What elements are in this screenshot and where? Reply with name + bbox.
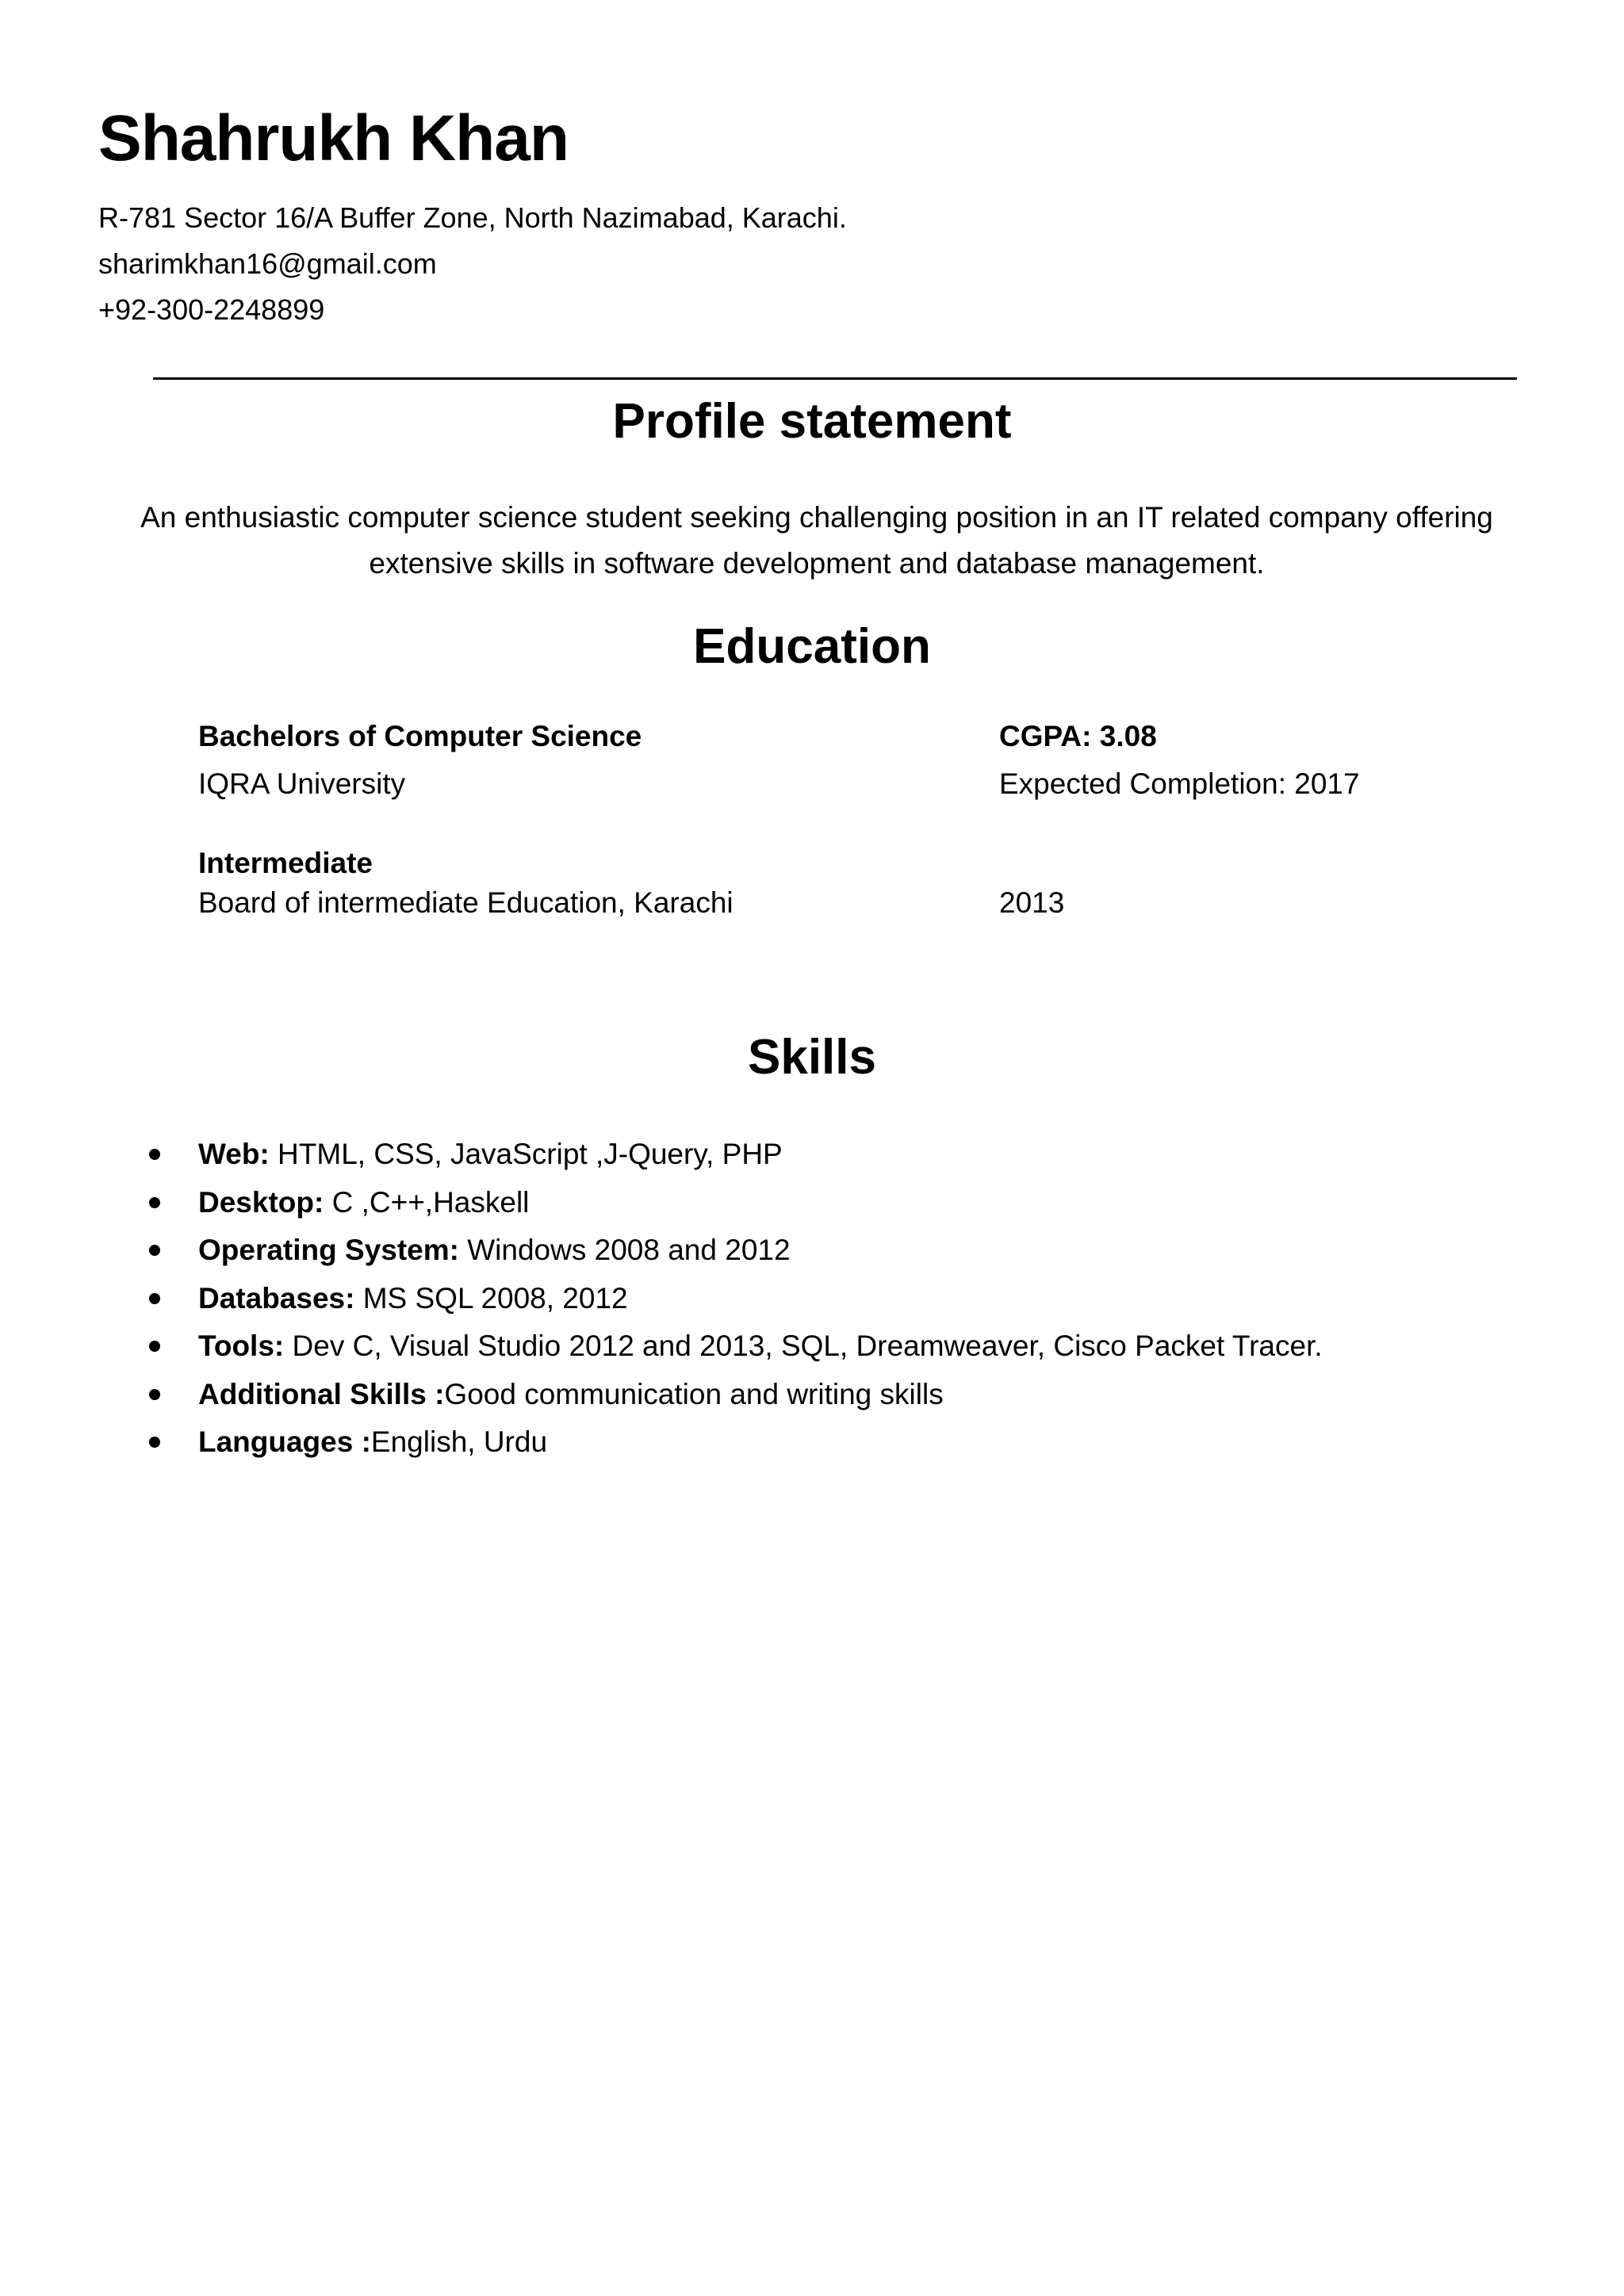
candidate-name: Shahrukh Khan bbox=[98, 102, 569, 174]
skill-label: Desktop: bbox=[198, 1185, 324, 1219]
institution: Board of intermediate Education, Karachi bbox=[198, 886, 733, 919]
education-heading: Education bbox=[693, 619, 931, 674]
bullet-icon bbox=[149, 1341, 160, 1352]
skill-value: Windows 2008 and 2012 bbox=[458, 1234, 791, 1266]
divider-line bbox=[153, 377, 1517, 380]
completion: Expected Completion: 2017 bbox=[999, 767, 1360, 800]
bullet-icon bbox=[149, 1149, 160, 1160]
skill-value: Good communication and writing skills bbox=[444, 1377, 944, 1410]
cgpa: CGPA: 3.08 bbox=[999, 720, 1157, 752]
address: R-781 Sector 16/A Buffer Zone, North Nazimabad, Karachi. bbox=[98, 201, 847, 234]
bullet-icon bbox=[149, 1437, 160, 1448]
skill-value: C ,C++,Haskell bbox=[324, 1185, 530, 1219]
bullet-icon bbox=[149, 1389, 160, 1400]
skill-label: Tools: bbox=[198, 1330, 285, 1362]
skills-list bbox=[143, 1131, 1323, 1467]
skills-heading: Skills bbox=[748, 1030, 876, 1085]
skill-item bbox=[143, 1226, 1323, 1275]
skill-item bbox=[143, 1418, 1323, 1467]
phone: +92-300-2248899 bbox=[98, 293, 325, 326]
skill-item bbox=[143, 1371, 1323, 1419]
skill-value: English, Urdu bbox=[370, 1425, 548, 1458]
skill-label: Databases: bbox=[198, 1281, 355, 1314]
profile-text: An enthusiastic computer science student seeking challenging position in an IT related company offering extensive skills in software development and database management. bbox=[140, 501, 1493, 580]
skill-value: HTML, CSS, JavaScript ,J-Query, PHP bbox=[269, 1138, 783, 1170]
degree: Intermediate bbox=[198, 847, 373, 879]
skill-item bbox=[143, 1131, 1323, 1179]
skill-label: Web: bbox=[198, 1138, 270, 1170]
bullet-icon bbox=[149, 1197, 160, 1208]
skill-item bbox=[143, 1179, 1323, 1227]
bullet-icon bbox=[149, 1245, 160, 1256]
skill-item bbox=[143, 1322, 1323, 1371]
skill-item bbox=[143, 1275, 1323, 1323]
skill-label: Operating System: bbox=[198, 1234, 459, 1266]
skill-value: Dev C, Visual Studio 2012 and 2013, SQL, Dreamweaver, Cisco Packet Tracer. bbox=[284, 1330, 1323, 1362]
bullet-icon bbox=[149, 1293, 160, 1304]
year: 2013 bbox=[999, 886, 1065, 919]
skill-value: MS SQL 2008, 2012 bbox=[354, 1281, 628, 1314]
institution: IQRA University bbox=[198, 767, 406, 800]
email: sharimkhan16@gmail.com bbox=[98, 247, 437, 280]
skill-label: Languages : bbox=[198, 1425, 371, 1458]
profile-heading: Profile statement bbox=[612, 394, 1012, 449]
degree: Bachelors of Computer Science bbox=[198, 720, 642, 752]
skill-label: Additional Skills : bbox=[198, 1377, 445, 1410]
